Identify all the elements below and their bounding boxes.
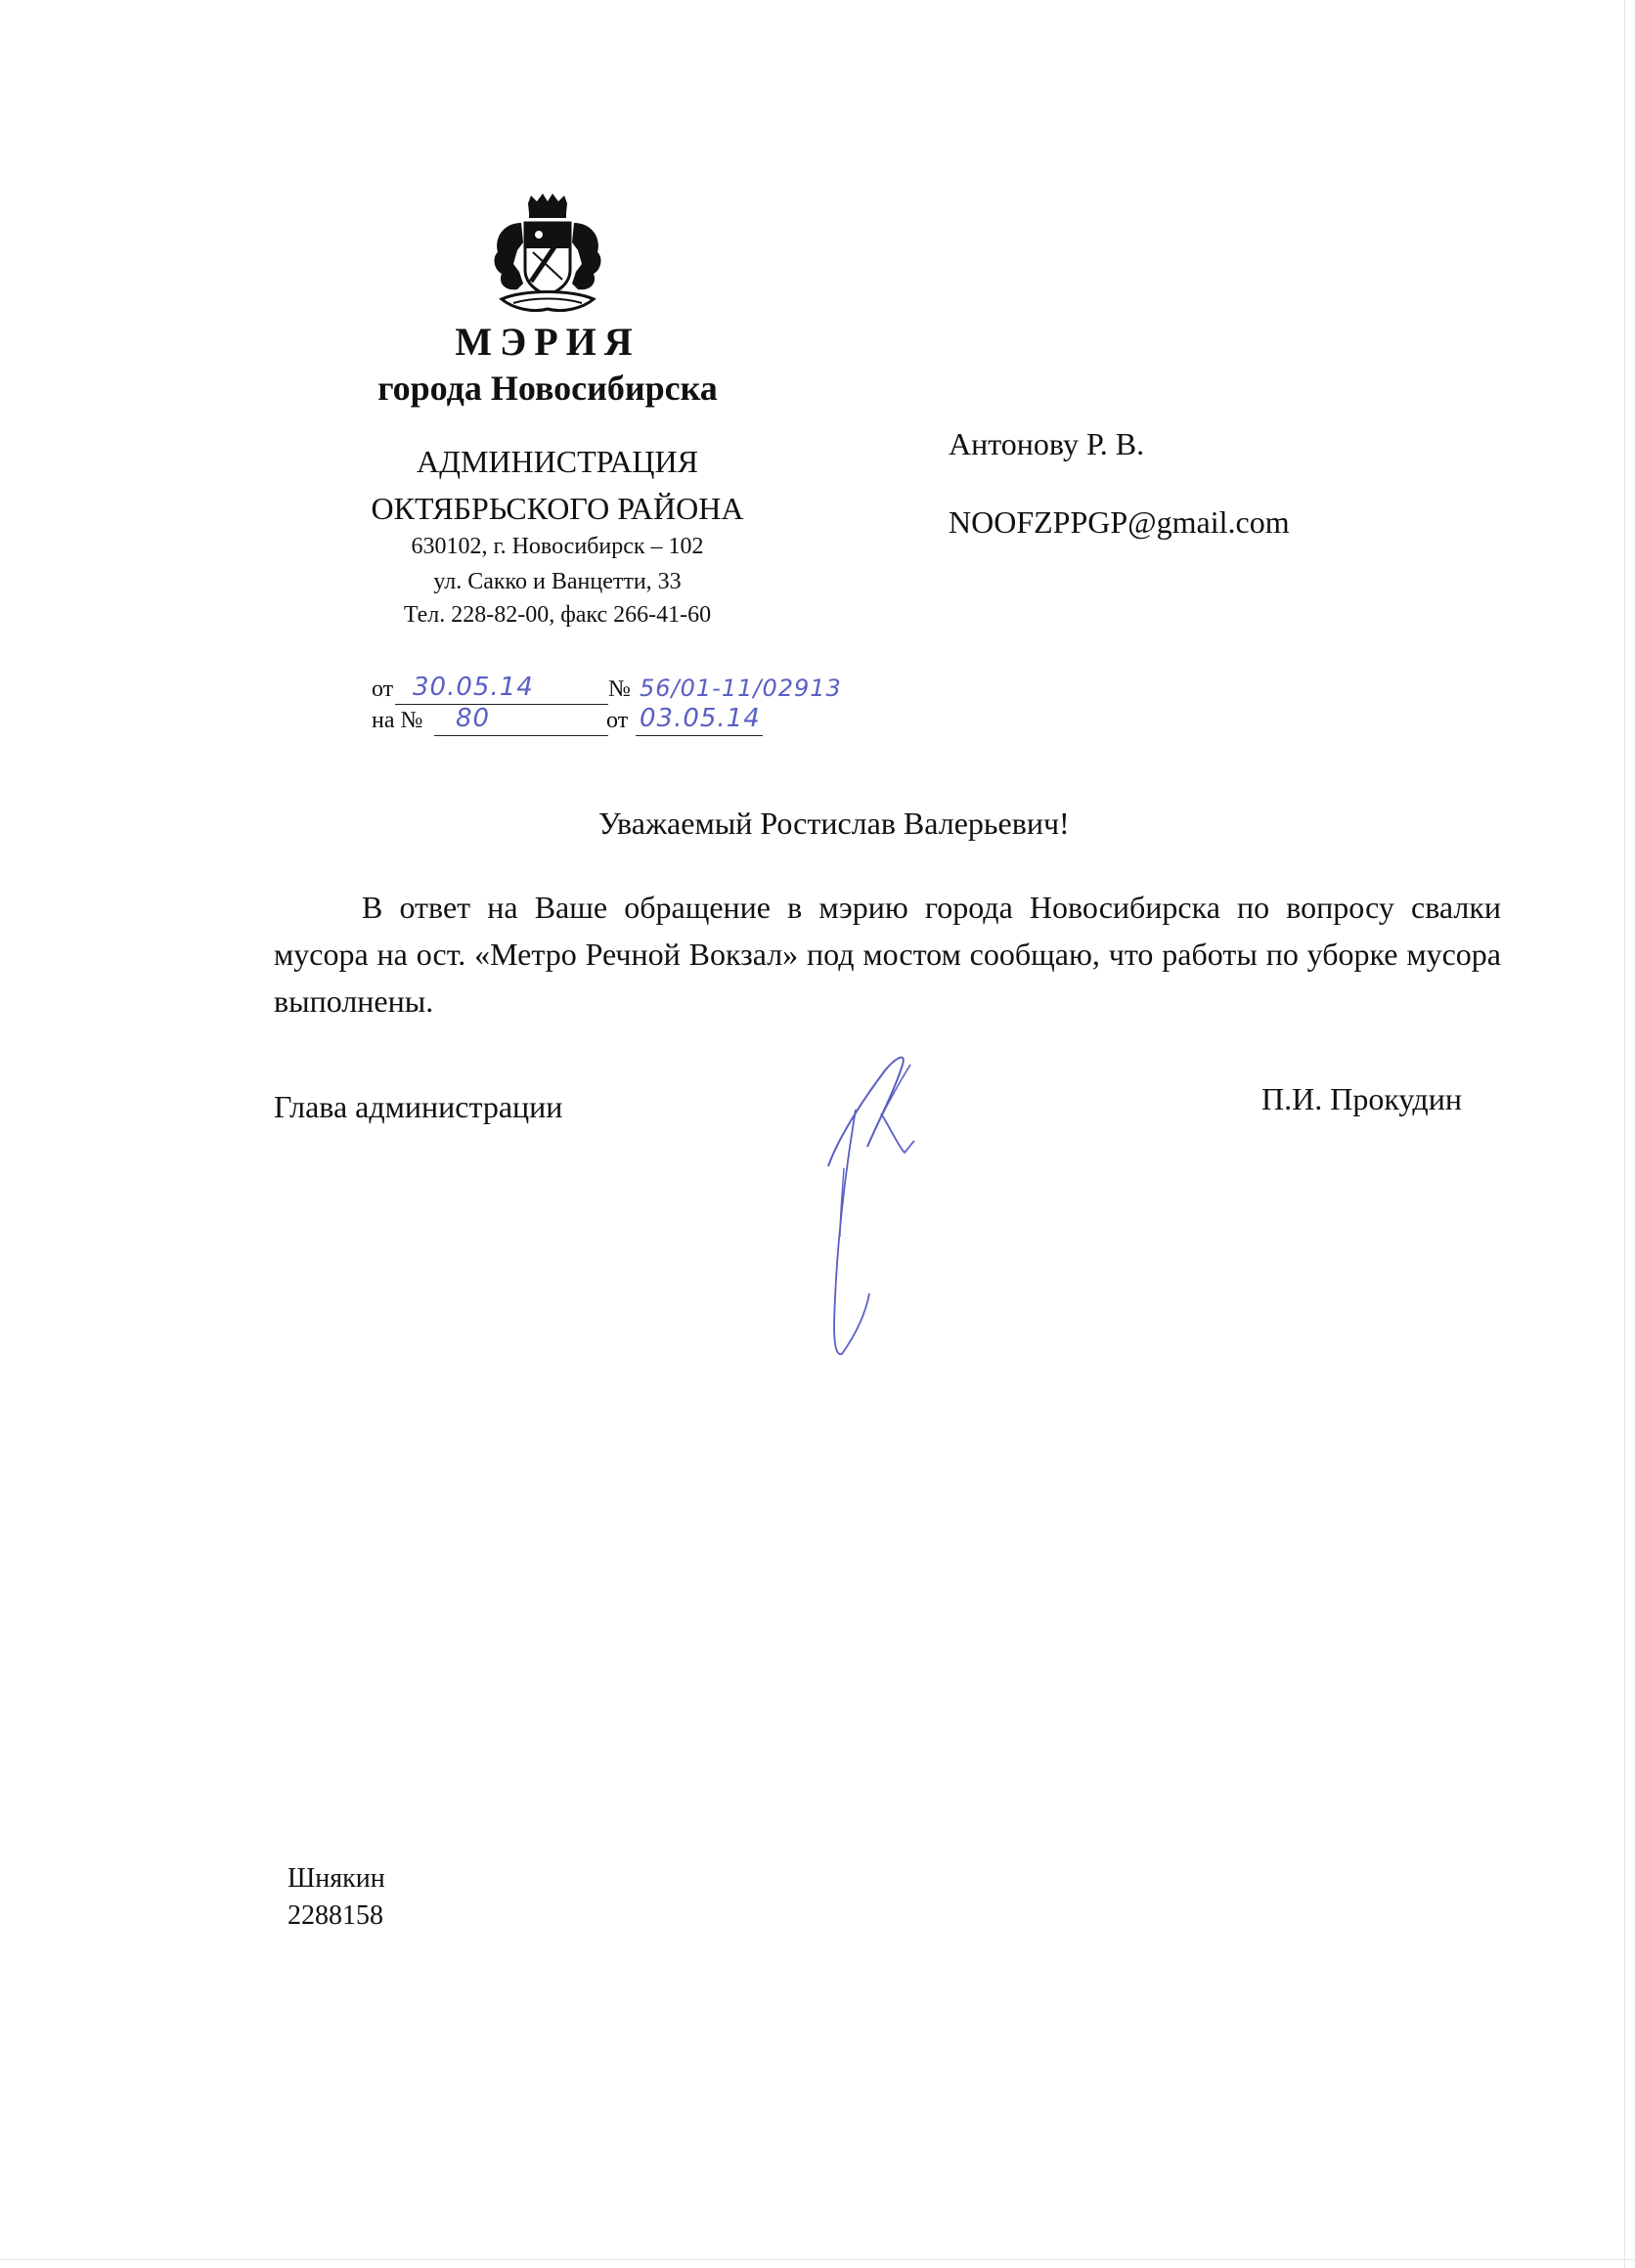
executor-phone: 2288158 bbox=[287, 1900, 383, 1931]
incoming-date-handwritten: 03.05.14 bbox=[640, 704, 761, 733]
signatory-position: Глава администрации bbox=[274, 1089, 563, 1124]
outgoing-date-field bbox=[395, 675, 608, 705]
signatory-name: П.И. Прокудин bbox=[1261, 1081, 1462, 1116]
addressee-email: NOOFZPPGP@gmail.com bbox=[949, 504, 1290, 540]
letter-body: В ответ на Ваше обращение в мэрию города Новосибирска по вопросу свалки мусора на ост. «Метро Речной Вокзал» под мостом сообщаю, что работы по уборке мусора выполнены. bbox=[274, 890, 1501, 1019]
outgoing-date-handwritten: 30.05.14 bbox=[413, 673, 534, 702]
greeting: Уважаемый Ростислав Валерьевич! bbox=[598, 806, 1070, 841]
scan-edge bbox=[0, 2259, 1635, 2260]
street-address: ул. Сакко и Ванцетти, 33 bbox=[433, 569, 682, 594]
mayoralty-title: МЭРИЯ bbox=[455, 320, 641, 364]
number-label: № bbox=[608, 676, 631, 702]
incoming-date-field bbox=[636, 706, 763, 736]
addressee-name: Антонову Р. В. bbox=[949, 426, 1145, 461]
signature-icon bbox=[797, 1051, 973, 1364]
outgoing-number-handwritten: 56/01-11/02913 bbox=[640, 675, 842, 702]
district-title: ОКТЯБРЬСКОГО РАЙОНА bbox=[371, 491, 744, 526]
postal-address: 630102, г. Новосибирск – 102 bbox=[411, 534, 704, 559]
phone-fax: Тел. 228-82-00, факс 266-41-60 bbox=[403, 602, 712, 628]
incoming-number-field bbox=[434, 706, 608, 736]
scan-edge bbox=[1624, 0, 1625, 2268]
city-name: города Новосибирска bbox=[377, 369, 718, 408]
from-label: от bbox=[372, 676, 394, 702]
incoming-from-label: от bbox=[606, 708, 629, 733]
in-reply-label: на № bbox=[372, 708, 423, 733]
outgoing-number-field bbox=[638, 675, 851, 704]
incoming-number-handwritten: 80 bbox=[456, 704, 491, 733]
administration-title: АДМИНИСТРАЦИЯ bbox=[417, 444, 698, 479]
executor-name: Шнякин bbox=[287, 1863, 385, 1894]
coat-of-arms-icon bbox=[484, 194, 611, 321]
